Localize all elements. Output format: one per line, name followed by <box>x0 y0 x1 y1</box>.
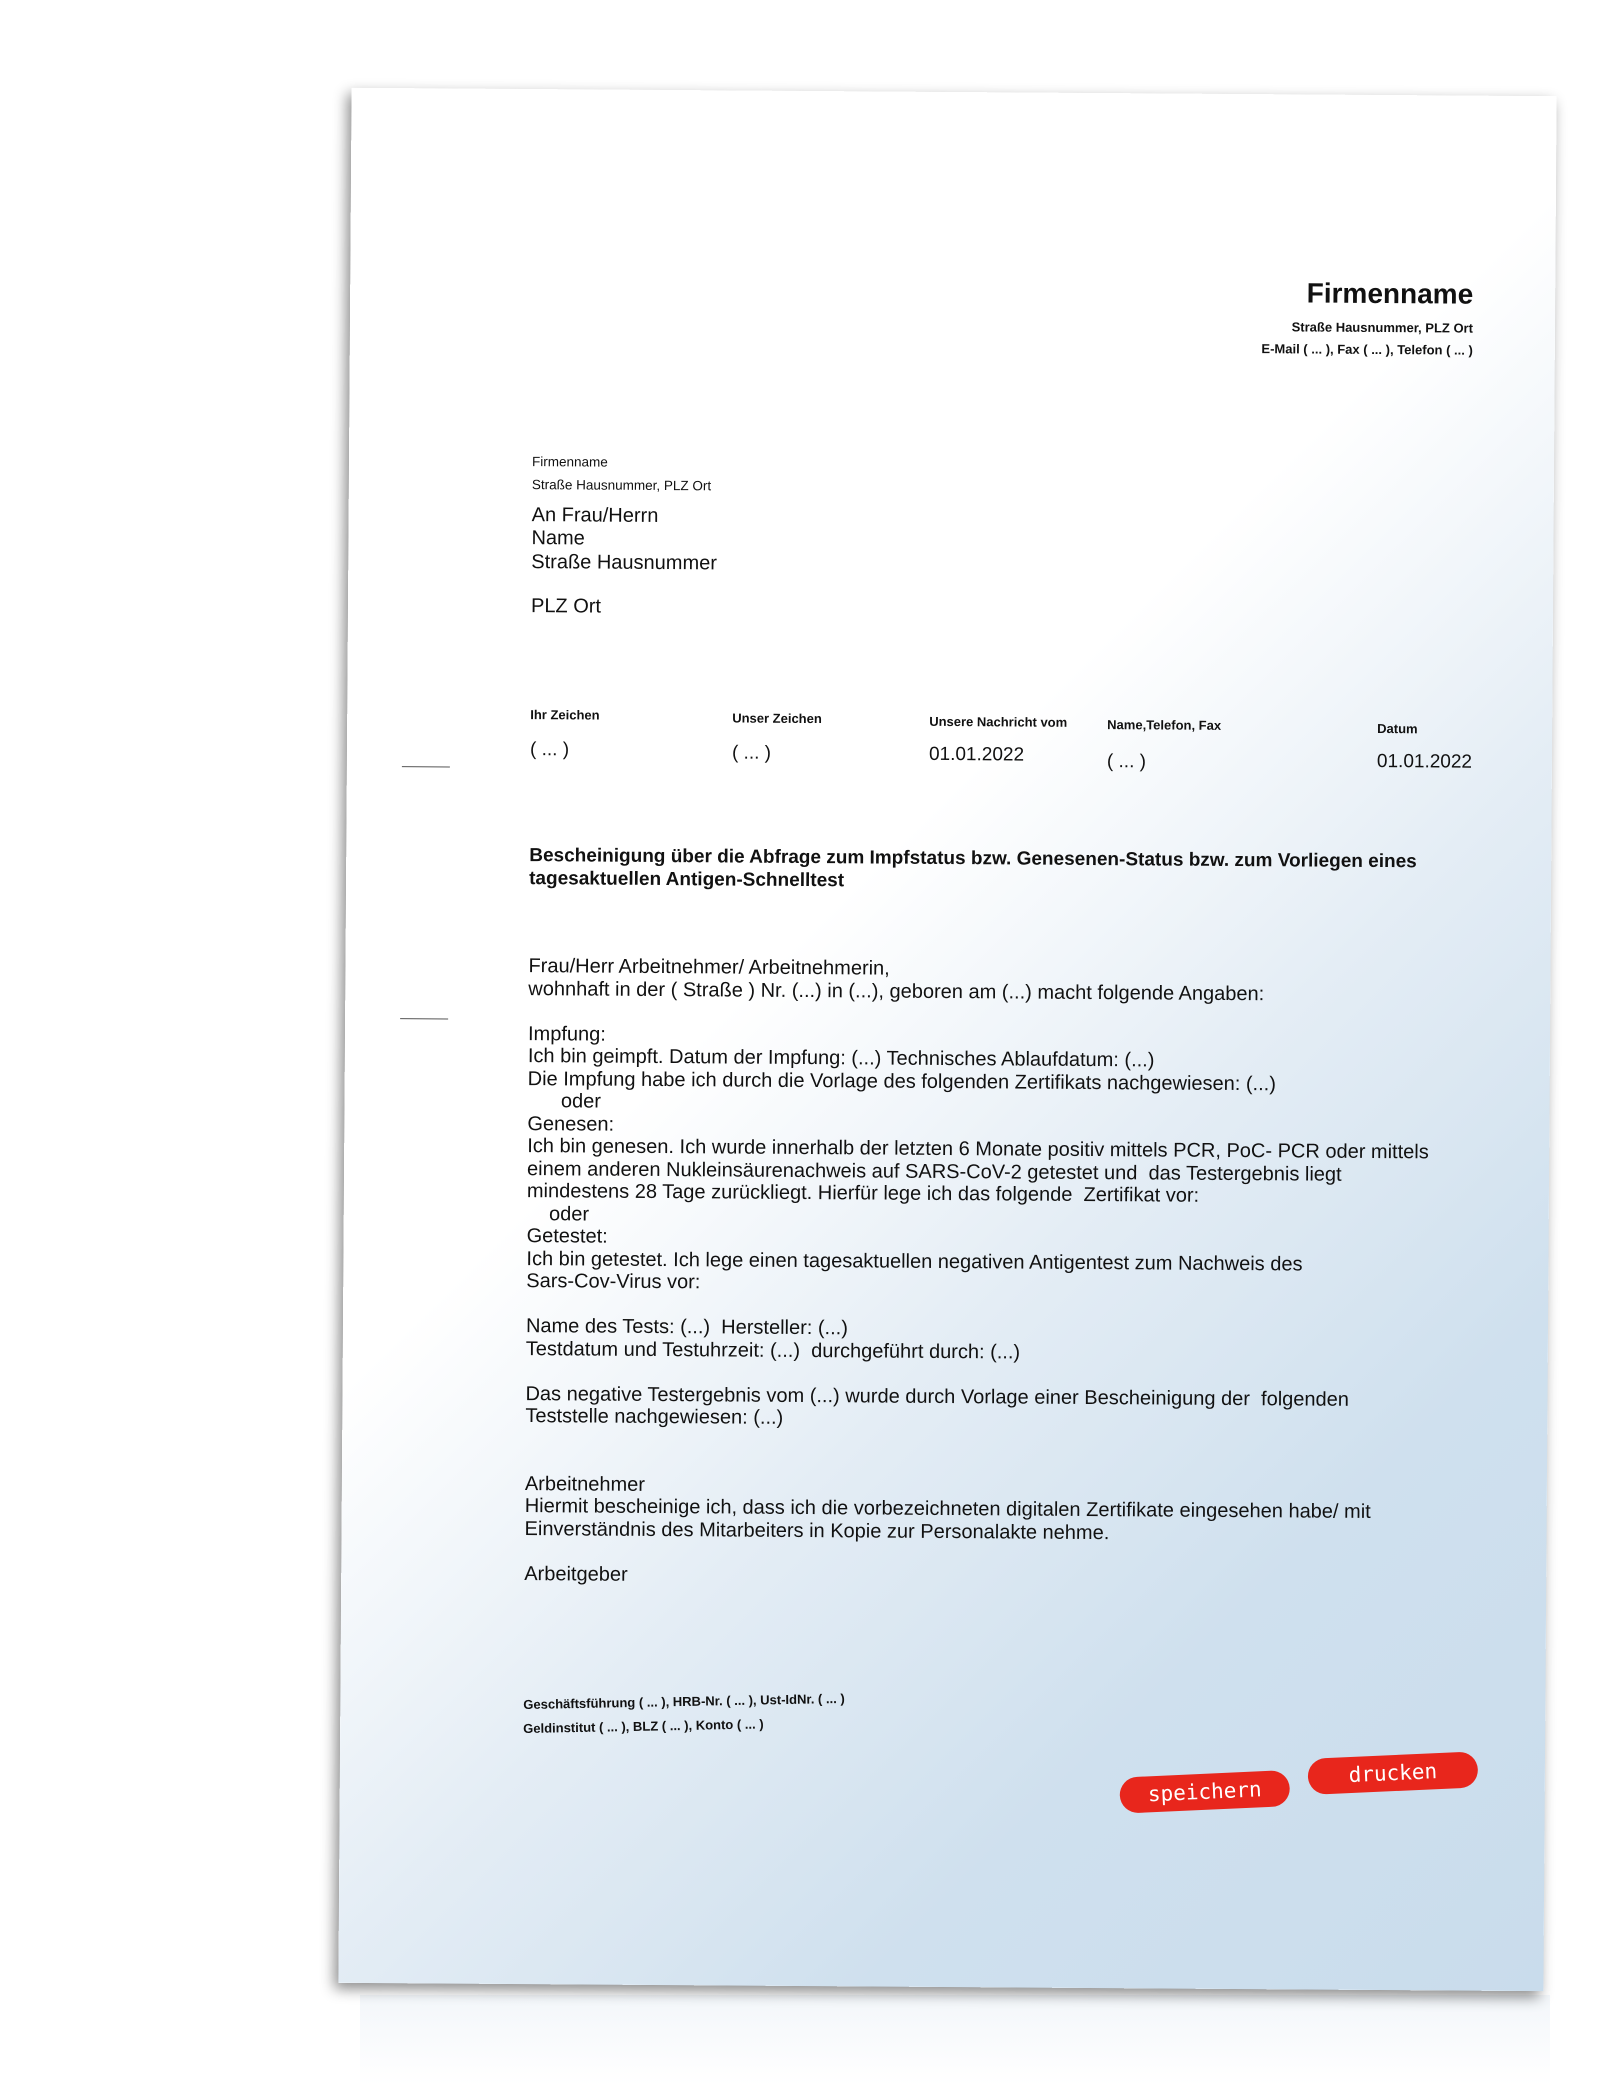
letterhead-address: Straße Hausnummer, PLZ Ort <box>1291 319 1474 336</box>
fold-mark <box>400 1018 448 1019</box>
recipient-line3: Straße Hausnummer <box>531 551 718 575</box>
footer-line1: Geschäftsführung ( ... ), HRB-Nr. ( ... ), Ust-IdNr. ( ... ) <box>523 1690 845 1713</box>
footer-line2: Geldinstitut ( ... ), BLZ ( ... ), Konto ( ... ) <box>523 1716 764 1737</box>
recipient-line1: An Frau/Herrn <box>531 504 659 527</box>
ref-label: Ihr Zeichen <box>530 707 600 723</box>
letterhead-company: Firmenname <box>1306 277 1474 310</box>
fold-mark <box>402 766 450 767</box>
recipient-line2: Name <box>531 527 585 550</box>
print-button[interactable]: drucken <box>1307 1751 1478 1795</box>
document-title: Bescheinigung über die Abfrage zum Impfstatus bzw. Genesenen-Status bzw. zum Vorliegen eines tagesaktuellen Antigen-Schnelltest <box>529 845 1417 892</box>
document-body: Frau/Herr Arbeitnehmer/ Arbeitnehmerin, wohnhaft in der ( Straße ) Nr. (...) in (...), geboren am (...) macht folgende Angaben: Impfung: Ich bin geimpft. Datum der Impfung: (...) Technisches Ablaufdatum: (...) Die Impfung habe ich durch die Vorlage des folgenden Zertifikats nachgewiesen: (...) oder Genesen: Ich bin genesen. Ich wurde innerhalb der letzten 6 Monate positiv mittels PCR, PoC- PCR oder mittels einem anderen Nukleinsäurenachweis auf SARS-CoV-2 getestet und das Testergebnis liegt mindestens 28 Tage zurückliegt. Hierfür lege ich das folgende Zertifikat vor: oder Getestet: Ich bin getestet. Ich lege einen tagesaktuellen negativen Antigentest zum Nachweis des Sars-Cov-Virus vor: Name des Tests: (...) Hersteller: (...) Testdatum und Testuhrzeit: (...) durchgeführt durch: (...) Das negative Testergebnis vom (...) wurde durch Vorlage einer Bescheinigung der folgenden Teststelle nachgewiesen: (...) Arbeitnehmer Hiermit bescheinige ich, dass ich die vorbezeichneten digitalen Zertifikate eingesehen habe/ mit Einverständnis des Mitarbeiters in Kopie zur Personalakte nehme. Arbeitgeber <box>524 955 1429 1586</box>
sender-company: Firmenname <box>531 454 608 470</box>
ref-value: ( ... ) <box>529 739 570 761</box>
sender-address: Straße Hausnummer, PLZ Ort <box>531 477 712 494</box>
ref-label: Datum <box>1377 720 1418 737</box>
letter-page <box>338 88 1556 1991</box>
ref-label: Unsere Nachricht vom <box>929 713 1068 730</box>
ref-value: ( ... ) <box>1106 751 1147 773</box>
letterhead-contact: E-Mail ( ... ), Fax ( ... ), Telefon ( ... ) <box>1261 341 1473 358</box>
ref-label: Name,Telefon, Fax <box>1107 717 1222 733</box>
ref-value: ( ... ) <box>731 742 772 764</box>
page-reflection <box>360 1995 1550 2085</box>
ref-label: Unser Zeichen <box>732 710 822 727</box>
save-button[interactable]: speichern <box>1119 1770 1290 1814</box>
ref-value: 01.01.2022 <box>928 743 1025 766</box>
ref-value: 01.01.2022 <box>1376 750 1473 773</box>
recipient-line4: PLZ Ort <box>530 595 602 618</box>
